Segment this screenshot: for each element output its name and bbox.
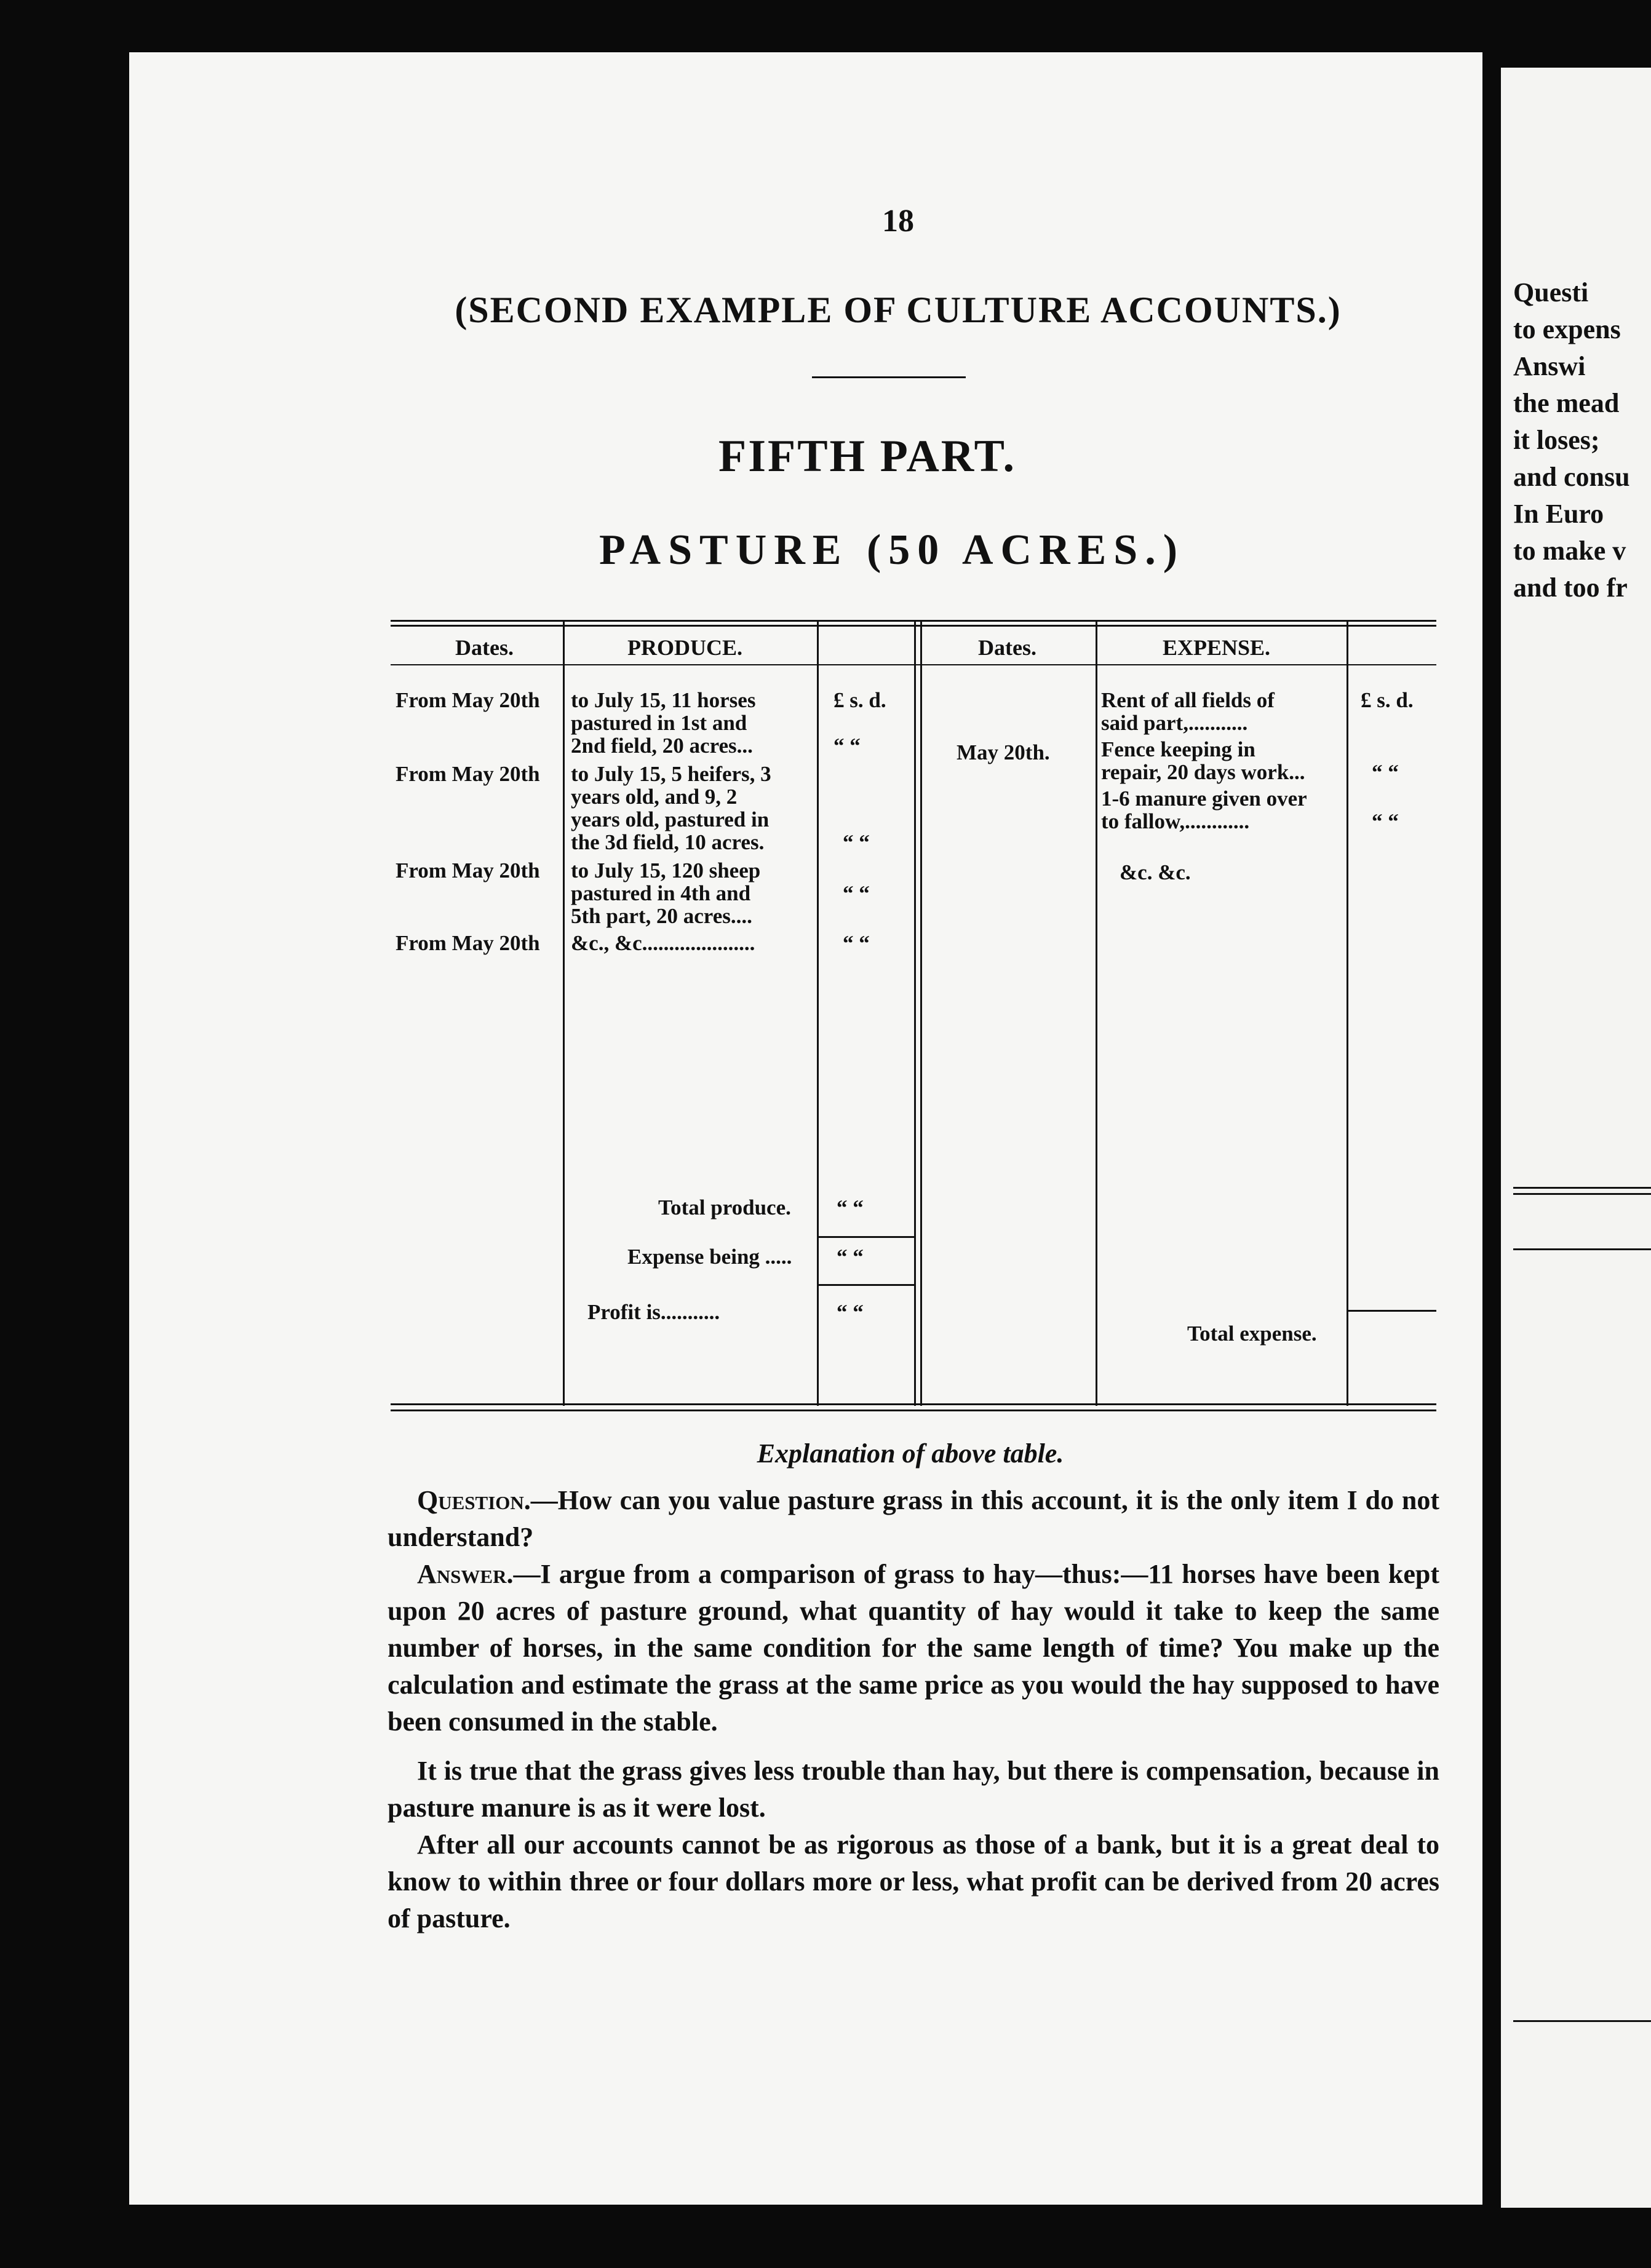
produce-date: From May 20th — [396, 762, 540, 786]
section-heading: (SECOND EXAMPLE OF CULTURE ACCOUNTS.) — [455, 290, 1342, 330]
subtitle: PASTURE (50 ACRES.) — [599, 526, 1185, 574]
produce-item: to July 15, 120 sheep pastured in 4th and 5th part, 20 acres.... — [571, 858, 761, 928]
body-paragraph — [388, 1753, 1439, 1826]
right-fragment: to expens — [1513, 314, 1621, 344]
right-fragment: it loses; — [1513, 425, 1600, 455]
produce-amount: “ “ — [843, 830, 870, 854]
right-fragment: Questi — [1513, 277, 1589, 307]
total-produce-amount: “ “ — [837, 1195, 864, 1219]
body-paragraph — [388, 1826, 1439, 1937]
produce-amount: “ “ — [843, 931, 870, 955]
right-fragment: and consu — [1513, 462, 1630, 492]
page-number: 18 — [882, 204, 914, 239]
question-paragraph — [388, 1482, 1439, 1556]
table-bottom-rule — [391, 1410, 1436, 1411]
column-divider — [914, 621, 916, 1406]
right-fragment: and too fr — [1513, 573, 1628, 603]
question-text: —How can you value pasture grass in this account, it is the only item I do not understand? — [388, 1485, 1439, 1552]
profit-label: Profit is........... — [587, 1300, 720, 1324]
produce-item: to July 15, 5 heifers, 3 years old, and 9, 2 years old, pastured in the 3d field, 10 acres. — [571, 762, 771, 854]
header-expense: EXPENSE. — [1163, 635, 1271, 660]
explanation-title: Explanation of above table. — [757, 1438, 1064, 1469]
expense-item: Fence keeping in repair, 20 days work... — [1101, 737, 1305, 784]
expense-item: &c. &c. — [1120, 860, 1191, 884]
expense-amount: “ “ — [1372, 809, 1399, 833]
table-top-rule — [391, 625, 1436, 627]
column-divider — [920, 621, 922, 1406]
right-rule — [1513, 1193, 1651, 1195]
produce-date: From May 20th — [396, 931, 540, 955]
part-title: FIFTH PART. — [718, 431, 1016, 482]
right-fragment: the mead — [1513, 388, 1620, 418]
produce-date: From May 20th — [396, 858, 540, 882]
totals-rule — [817, 1236, 914, 1238]
column-divider — [817, 621, 819, 1406]
header-dates-right: Dates. — [978, 635, 1036, 660]
paragraph-text: After all our accounts cannot be as rigorous as those of a bank, but it is a great deal to know to within three or four dollars more or less, what profit can be derived from 20 acres of pasture. — [388, 1830, 1439, 1933]
produce-amount: £ s. d. “ “ — [833, 688, 886, 758]
produce-item: &c., &c..................... — [571, 931, 755, 955]
right-rule — [1513, 1187, 1651, 1189]
total-expense-rule — [1348, 1310, 1436, 1312]
expense-being-amount: “ “ — [837, 1245, 864, 1269]
produce-amount: “ “ — [843, 881, 870, 905]
header-dates-left: Dates. — [455, 635, 514, 660]
total-produce-label: Total produce. — [658, 1195, 791, 1219]
expense-amount: “ “ — [1372, 760, 1399, 784]
right-fragment: In Euro — [1513, 499, 1604, 529]
answer-text: —I argue from a comparison of grass to hay—thus:—11 horses have been kept upon 20 acres of pasture ground, what quantity of hay would it take to keep the same number of horses, in the same condition for the same length of time? You make up the calculation and estimate the grass at the same price as you would the hay supposed to have been consumed in the stable. — [388, 1559, 1439, 1737]
right-page-edge — [1501, 68, 1651, 2208]
expense-item: Rent of all fields of said part,........... — [1101, 688, 1275, 735]
expense-amount: £ s. d. — [1361, 688, 1414, 712]
expense-being-label: Expense being ..... — [627, 1245, 792, 1269]
column-divider — [563, 621, 565, 1406]
column-divider — [1096, 621, 1097, 1406]
expense-item: 1-6 manure given over to fallow,............ — [1101, 787, 1307, 833]
column-divider — [1347, 621, 1348, 1406]
table-bottom-rule — [391, 1403, 1436, 1405]
paragraph-text: It is true that the grass gives less trouble than hay, but there is compensation, because in pasture manure is as it were lost. — [388, 1756, 1439, 1823]
right-rule — [1513, 1248, 1651, 1250]
profit-amount: “ “ — [837, 1300, 864, 1324]
total-expense-label: Total expense. — [1187, 1322, 1317, 1346]
title-rule — [812, 376, 966, 378]
totals-rule — [817, 1284, 914, 1286]
question-lead: Question. — [417, 1485, 531, 1515]
produce-item: to July 15, 11 horses pastured in 1st and 2nd field, 20 acres... — [571, 688, 756, 758]
header-produce: PRODUCE. — [627, 635, 742, 660]
produce-date: From May 20th — [396, 688, 540, 712]
right-rule — [1513, 2020, 1651, 2022]
table-header-rule — [391, 664, 1436, 665]
right-fragment: Answi — [1513, 351, 1586, 381]
answer-lead: Answer. — [417, 1559, 514, 1589]
table-top-rule — [391, 620, 1436, 622]
expense-date: May 20th. — [957, 740, 1050, 764]
right-fragment: to make v — [1513, 536, 1626, 566]
answer-paragraph — [388, 1556, 1439, 1740]
